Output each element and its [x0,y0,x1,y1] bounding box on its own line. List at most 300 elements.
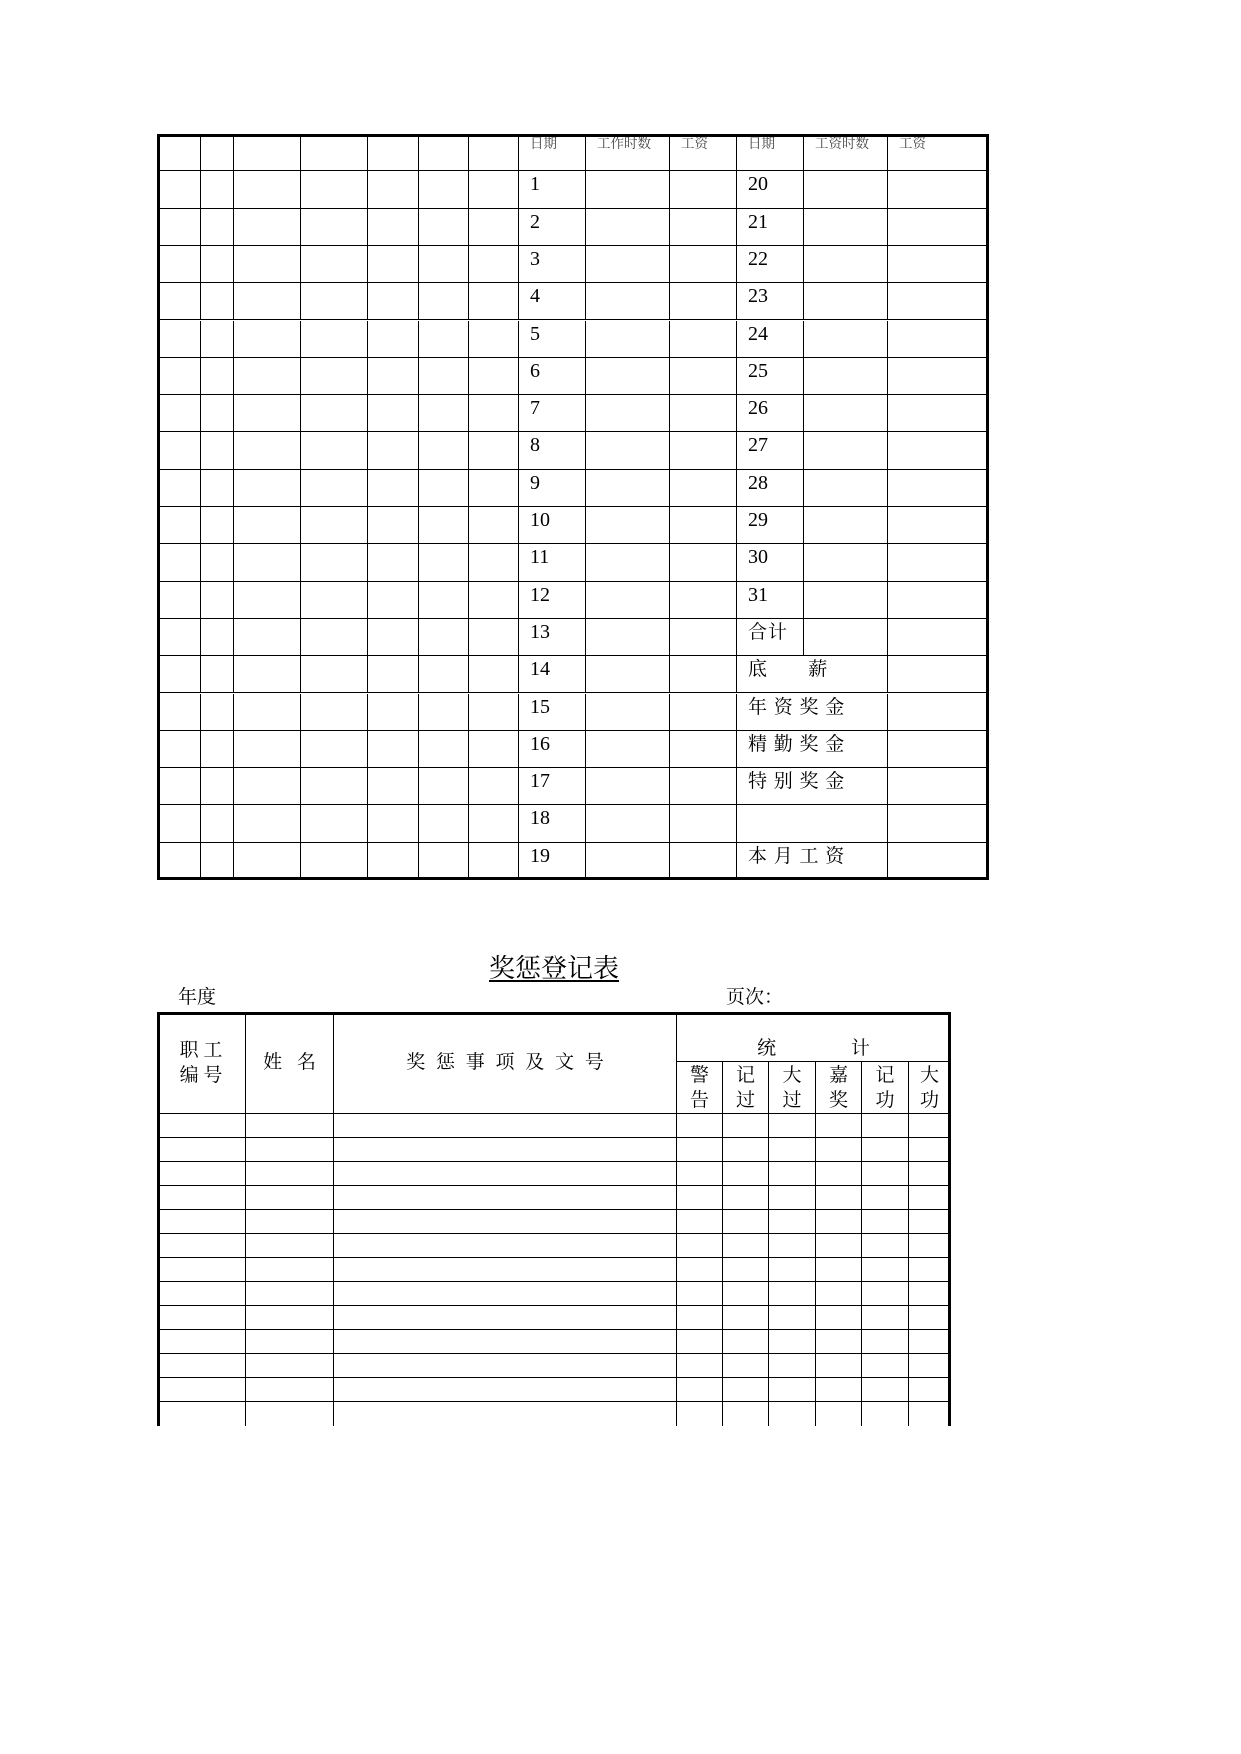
statistics-item-header [816,1062,862,1114]
payroll-blank-cell [469,470,519,507]
payroll-blank-cell [586,470,670,507]
payroll-blank-cell [368,470,419,507]
payroll-blank-cell [157,171,201,208]
payroll-blank-cell [469,358,519,395]
payroll-blank-cell [201,246,234,283]
payroll-summary-label: 底 薪 [737,656,888,693]
register-entry-cell [334,1330,677,1354]
register-entry-cell [157,1306,246,1330]
payroll-blank-cell [670,694,737,731]
register-entry-cell [157,1258,246,1282]
payroll-blank-cell [888,358,989,395]
payroll-day-cell: 2 [519,209,586,246]
payroll-blank-cell [586,619,670,656]
payroll-blank-cell [234,544,301,581]
payroll-blank-cell [368,544,419,581]
payroll-day-cell: 12 [519,582,586,619]
reward-punishment-table [157,1012,951,1426]
payroll-blank-cell [586,805,670,842]
payroll-blank-cell [157,805,201,842]
payroll-blank-cell [888,843,989,880]
payroll-blank-cell [804,582,888,619]
register-entry-cell [723,1330,769,1354]
payroll-column-header: 工资 [888,134,989,171]
payroll-column-header: 工资 [670,134,737,171]
payroll-blank-cell [157,432,201,469]
statistics-item-header-char: 过 [735,1089,755,1111]
employee-no-header [157,1012,246,1114]
payroll-blank-cell [469,134,519,171]
register-entry-cell [723,1354,769,1378]
payroll-blank-cell [804,470,888,507]
payroll-blank-cell [804,246,888,283]
payroll-blank-cell [469,507,519,544]
payroll-blank-cell [670,843,737,880]
payroll-blank-cell [469,321,519,358]
payroll-blank-cell [368,432,419,469]
register-entry-cell [334,1402,677,1426]
payroll-blank-cell [888,544,989,581]
register-entry-cell [816,1402,862,1426]
payroll-blank-cell [234,843,301,880]
register-entry-cell [157,1162,246,1186]
register-entry-cell [677,1162,723,1186]
employee-no-header-line: 编 号 [179,1064,223,1086]
employee-no-header-line: 职 工 [179,1039,223,1061]
payroll-blank-cell [234,768,301,805]
payroll-blank-cell [469,619,519,656]
payroll-blank-cell [201,432,234,469]
register-entry-cell [246,1378,334,1402]
payroll-blank-cell [368,694,419,731]
payroll-blank-cell [201,694,234,731]
payroll-blank-cell [234,395,301,432]
payroll-blank-cell [419,283,469,320]
payroll-summary-label: 特 别 奖 金 [737,768,888,805]
register-entry-cell [909,1210,951,1234]
payroll-blank-cell [301,507,368,544]
register-entry-cell [816,1234,862,1258]
payroll-blank-cell [157,134,201,171]
payroll-summary-label: 年 资 奖 金 [737,694,888,731]
payroll-blank-cell [419,470,469,507]
payroll-blank-cell [301,544,368,581]
register-entry-cell [157,1282,246,1306]
payroll-blank-cell [368,582,419,619]
payroll-blank-cell [469,544,519,581]
payroll-day-cell: 1 [519,171,586,208]
payroll-blank-cell [670,209,737,246]
register-entry-cell [334,1378,677,1402]
payroll-day-cell: 5 [519,321,586,358]
payroll-blank-cell [201,134,234,171]
payroll-blank-cell [157,470,201,507]
payroll-day-cell: 4 [519,283,586,320]
register-entry-cell [909,1330,951,1354]
payroll-day-cell: 13 [519,619,586,656]
payroll-day-cell: 7 [519,395,586,432]
register-entry-cell [769,1330,816,1354]
payroll-blank-cell [301,619,368,656]
payroll-blank-cell [368,321,419,358]
register-entry-cell [334,1234,677,1258]
register-entry-cell [769,1186,816,1210]
payroll-blank-cell [157,843,201,880]
payroll-blank-cell [419,619,469,656]
payroll-blank-cell [201,470,234,507]
register-entry-cell [677,1138,723,1162]
payroll-blank-cell [419,209,469,246]
payroll-blank-cell [234,432,301,469]
payroll-blank-cell [301,768,368,805]
payroll-blank-cell [804,321,888,358]
payroll-blank-cell [368,768,419,805]
register-entry-cell [909,1282,951,1306]
payroll-blank-cell [469,843,519,880]
payroll-blank-cell [234,805,301,842]
payroll-blank-cell [586,209,670,246]
payroll-blank-cell [368,358,419,395]
payroll-blank-cell [368,843,419,880]
payroll-blank-cell [469,171,519,208]
payroll-blank-cell [469,582,519,619]
payroll-blank-cell [888,619,989,656]
payroll-blank-cell [469,209,519,246]
register-entry-cell [816,1306,862,1330]
payroll-blank-cell [234,246,301,283]
register-entry-cell [816,1330,862,1354]
payroll-blank-cell [670,432,737,469]
payroll-blank-cell [419,507,469,544]
register-entry-cell [769,1402,816,1426]
statistics-item-header-char: 大 [919,1064,939,1086]
register-entry-cell [157,1330,246,1354]
payroll-blank-cell [157,395,201,432]
payroll-blank-cell [201,395,234,432]
payroll-blank-cell [368,656,419,693]
payroll-blank-cell [301,209,368,246]
payroll-blank-cell [368,134,419,171]
payroll-blank-cell [670,246,737,283]
register-entry-cell [816,1162,862,1186]
register-entry-cell [723,1306,769,1330]
register-entry-cell [677,1402,723,1426]
payroll-blank-cell [157,768,201,805]
payroll-blank-cell [888,768,989,805]
payroll-day-cell: 25 [737,358,804,395]
payroll-blank-cell [670,470,737,507]
payroll-day-cell: 15 [519,694,586,731]
payroll-blank-cell [157,321,201,358]
register-entry-cell [677,1354,723,1378]
register-entry-cell [157,1186,246,1210]
payroll-blank-cell [888,283,989,320]
payroll-day-cell: 23 [737,283,804,320]
register-entry-cell [334,1306,677,1330]
payroll-blank-cell [419,246,469,283]
payroll-day-cell: 3 [519,246,586,283]
payroll-blank-cell [201,805,234,842]
register-entry-cell [157,1210,246,1234]
payroll-blank-cell [804,432,888,469]
register-entry-cell [246,1330,334,1354]
statistics-item-header-char: 奖 [828,1089,848,1111]
payroll-blank-cell [419,544,469,581]
payroll-blank-cell [234,134,301,171]
register-entry-cell [677,1114,723,1138]
name-header: 姓 名 [246,1012,334,1114]
payroll-blank-cell [201,507,234,544]
register-entry-cell [334,1138,677,1162]
payroll-blank-cell [804,209,888,246]
statistics-item-header-char: 记 [875,1064,895,1086]
register-entry-cell [677,1234,723,1258]
register-entry-cell [816,1282,862,1306]
payroll-blank-cell [670,544,737,581]
payroll-blank-cell [419,358,469,395]
payroll-blank-cell [234,582,301,619]
register-entry-cell [334,1114,677,1138]
payroll-blank-cell [368,619,419,656]
payroll-blank-cell [670,283,737,320]
payroll-blank-cell [888,470,989,507]
payroll-blank-cell [368,507,419,544]
payroll-blank-cell [670,395,737,432]
payroll-blank-cell [301,283,368,320]
payroll-table [157,134,989,880]
payroll-blank-cell [419,805,469,842]
payroll-blank-cell [301,395,368,432]
register-entry-cell [769,1162,816,1186]
payroll-blank-cell [368,395,419,432]
payroll-blank-cell [586,246,670,283]
register-entry-cell [723,1234,769,1258]
payroll-blank-cell [301,656,368,693]
register-entry-cell [909,1258,951,1282]
payroll-blank-cell [201,171,234,208]
payroll-column-header: 日期 [737,134,804,171]
register-entry-cell [862,1402,909,1426]
payroll-day-cell: 28 [737,470,804,507]
register-entry-cell [334,1354,677,1378]
payroll-blank-cell [419,656,469,693]
statistics-item-header-char: 警 [689,1064,709,1086]
register-entry-cell [909,1162,951,1186]
payroll-day-cell: 29 [737,507,804,544]
payroll-blank-cell [419,134,469,171]
payroll-blank-cell [804,395,888,432]
payroll-blank-cell [301,246,368,283]
payroll-blank-cell [301,731,368,768]
payroll-blank-cell [888,395,989,432]
statistics-item-header-char: 告 [689,1089,709,1111]
register-entry-cell [246,1402,334,1426]
payroll-blank-cell [586,283,670,320]
register-entry-cell [246,1162,334,1186]
register-title: 奖惩登记表 [489,954,620,983]
payroll-blank-cell [301,582,368,619]
register-entry-cell [334,1282,677,1306]
payroll-blank-cell [804,544,888,581]
register-entry-cell [816,1138,862,1162]
payroll-blank-cell [469,656,519,693]
payroll-blank-cell [301,470,368,507]
register-entry-cell [677,1186,723,1210]
payroll-blank-cell [301,134,368,171]
payroll-blank-cell [670,805,737,842]
payroll-blank-cell [469,283,519,320]
register-entry-cell [677,1306,723,1330]
register-entry-cell [677,1378,723,1402]
register-entry-cell [909,1378,951,1402]
payroll-blank-cell [419,768,469,805]
register-entry-cell [909,1186,951,1210]
register-entry-cell [157,1402,246,1426]
payroll-day-cell: 16 [519,731,586,768]
payroll-blank-cell [157,656,201,693]
payroll-blank-cell [469,731,519,768]
payroll-blank-cell [234,470,301,507]
payroll-blank-cell [157,731,201,768]
payroll-blank-cell [201,731,234,768]
payroll-blank-cell [804,619,888,656]
register-entry-cell [334,1162,677,1186]
register-entry-cell [157,1114,246,1138]
register-entry-cell [723,1162,769,1186]
register-entry-cell [246,1282,334,1306]
payroll-blank-cell [419,171,469,208]
statistics-item-header [677,1062,723,1114]
payroll-blank-cell [670,768,737,805]
payroll-blank-cell [419,731,469,768]
register-entry-cell [157,1138,246,1162]
register-entry-cell [769,1234,816,1258]
register-entry-cell [723,1114,769,1138]
payroll-blank-cell [804,507,888,544]
payroll-blank-cell [888,321,989,358]
payroll-blank-cell [670,731,737,768]
payroll-blank-cell [201,358,234,395]
register-entry-cell [862,1306,909,1330]
register-entry-cell [334,1210,677,1234]
payroll-blank-cell [419,694,469,731]
payroll-blank-cell [368,246,419,283]
payroll-blank-cell [234,731,301,768]
payroll-blank-cell [586,656,670,693]
statistics-item-header [909,1062,951,1114]
payroll-day-cell: 24 [737,321,804,358]
payroll-blank-cell [419,321,469,358]
register-entry-cell [862,1282,909,1306]
payroll-blank-cell [670,358,737,395]
payroll-blank-cell [670,656,737,693]
payroll-blank-cell [368,209,419,246]
register-entry-cell [334,1258,677,1282]
payroll-blank-cell [804,358,888,395]
payroll-blank-cell [301,321,368,358]
register-entry-cell [769,1114,816,1138]
register-entry-cell [723,1282,769,1306]
register-entry-cell [769,1258,816,1282]
payroll-blank-cell [201,619,234,656]
register-entry-cell [862,1186,909,1210]
register-entry-cell [723,1210,769,1234]
payroll-blank-cell [419,395,469,432]
payroll-summary-label: 本 月 工 资 [737,843,888,880]
register-entry-cell [246,1138,334,1162]
payroll-blank-cell [234,694,301,731]
payroll-day-cell: 20 [737,171,804,208]
payroll-blank-cell [419,432,469,469]
payroll-blank-cell [804,171,888,208]
payroll-day-cell: 17 [519,768,586,805]
register-entry-cell [862,1258,909,1282]
payroll-day-cell: 18 [519,805,586,842]
payroll-blank-cell [888,209,989,246]
payroll-day-cell: 8 [519,432,586,469]
register-entry-cell [909,1138,951,1162]
register-entry-cell [909,1234,951,1258]
payroll-blank-cell [301,694,368,731]
statistics-item-header-char: 嘉 [828,1064,848,1086]
register-entry-cell [677,1258,723,1282]
register-entry-cell [769,1354,816,1378]
register-entry-cell [816,1210,862,1234]
statistics-item-header-char: 功 [919,1089,939,1111]
payroll-blank-cell [419,843,469,880]
payroll-day-cell: 6 [519,358,586,395]
register-entry-cell [723,1258,769,1282]
statistics-item-header-char: 功 [875,1089,895,1111]
payroll-blank-cell [234,209,301,246]
payroll-blank-cell [888,731,989,768]
register-entry-cell [862,1138,909,1162]
payroll-day-cell: 10 [519,507,586,544]
payroll-blank-cell [419,582,469,619]
statistics-item-header [723,1062,769,1114]
payroll-blank-cell [670,321,737,358]
matter-header: 奖 惩 事 项 及 文 号 [334,1012,677,1114]
register-entry-cell [769,1378,816,1402]
payroll-blank-cell [301,843,368,880]
payroll-blank-cell [469,805,519,842]
register-entry-cell [769,1210,816,1234]
payroll-blank-cell [157,544,201,581]
payroll-blank-cell [586,731,670,768]
statistics-item-header-char: 大 [782,1064,802,1086]
year-label: 年度 [178,987,217,1008]
payroll-blank-cell [469,395,519,432]
payroll-blank-cell [157,283,201,320]
statistics-item-header [769,1062,816,1114]
statistics-item-header-char: 记 [735,1064,755,1086]
payroll-blank-cell [586,582,670,619]
register-entry-cell [909,1354,951,1378]
payroll-blank-cell [670,619,737,656]
payroll-blank-cell [201,656,234,693]
payroll-blank-cell [157,694,201,731]
payroll-blank-cell [157,358,201,395]
register-entry-cell [862,1330,909,1354]
payroll-blank-cell [670,507,737,544]
register-entry-cell [816,1354,862,1378]
register-entry-cell [862,1234,909,1258]
register-entry-cell [246,1114,334,1138]
payroll-blank-cell [888,656,989,693]
payroll-blank-cell [157,209,201,246]
statistics-item-header [862,1062,909,1114]
payroll-day-cell: 9 [519,470,586,507]
